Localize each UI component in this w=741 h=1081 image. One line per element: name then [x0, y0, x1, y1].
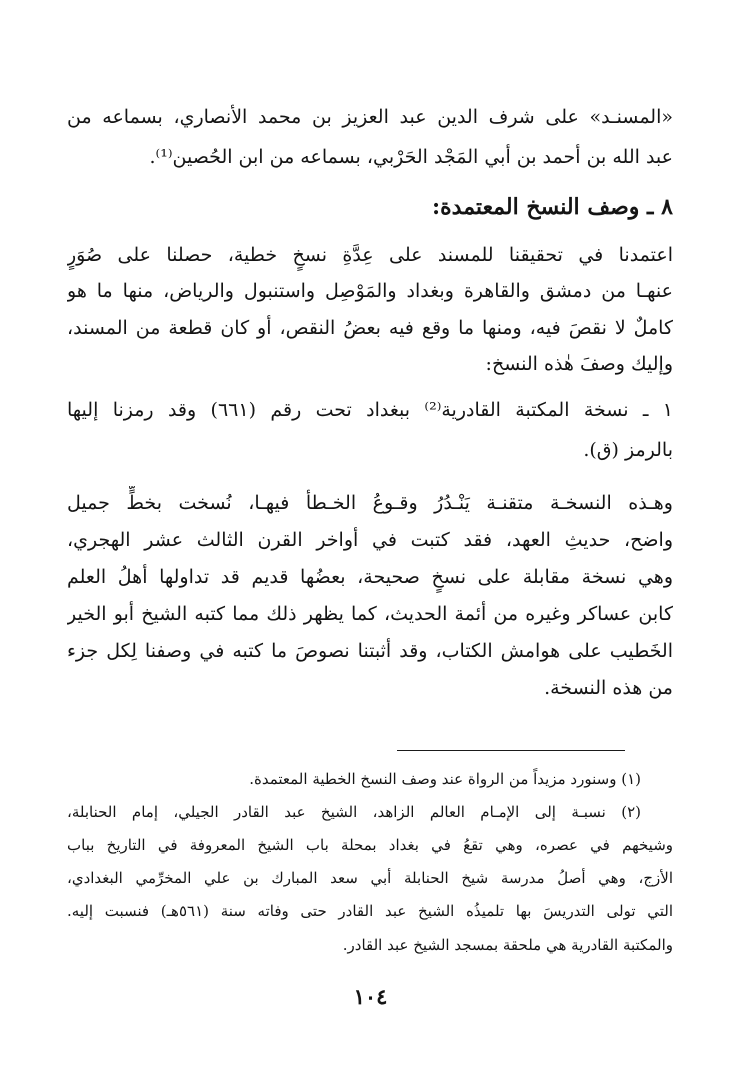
paragraph-description-line-4: كابن عساكر وغيره من أئمة الحديث، كما يظهر ذلك مما كتبه الشيخ أبو الخير	[67, 603, 673, 625]
footnote-2-line-5: والمكتبة القادرية هي ملحقة بمسجد الشيخ عبد القادر.	[342, 936, 673, 954]
footnote-separator	[397, 750, 625, 751]
paragraph-intro-line-2: عنهـا من دمشق والقاهرة وبغداد والمَوْصِل واستنبول والرياض، منها ما هو	[67, 280, 673, 302]
paragraph-continued-line-2: عبد الله بن أحمد بن أبي المَجْد الحَرْبي، بسماعه من ابن الحُصين⁽¹⁾.	[149, 146, 673, 168]
manuscript-1-line-1: ١ ـ نسخة المكتبة القادرية⁽²⁾ ببغداد تحت رقم (٦٦١) وقد رمزنا إليها	[67, 399, 673, 421]
footnote-2-line-3: الأزج، وهي أصلُ مدرسة شيخ الحنابلة أبي سعد المبارك بن علي المخرِّمي البغدادي،	[67, 869, 673, 887]
paragraph-intro-line-3: كاملٌ لا نقصَ فيه، ومنها ما وقع فيه بعضُ النقص، أو كان قطعة من المسند،	[67, 317, 673, 339]
section-heading: ٨ ـ وصف النسخ المعتمدة:	[432, 194, 673, 220]
footnote-2-line-2: وشيخهم في عصره، وهي تقعُ في بغداد بمحلة باب الشيخ المعروفة في التاريخ بباب	[67, 836, 673, 854]
paragraph-description-line-1: وهـذه النسخـة متقنـة يَنْـدُرُ وقـوعُ الخـطأ فيهـا، نُسخت بخطٍّ جميل	[67, 492, 673, 514]
paragraph-description-line-3: وهي نسخة مقابلة على نسخٍ صحيحة، بعضُها قديم قد تداولها أهلُ العلم	[67, 566, 673, 588]
manuscript-1-line-2: بالرمز (ق).	[583, 439, 673, 461]
paragraph-intro-line-4: وإليك وصفَ هٰذه النسخ:	[485, 353, 673, 375]
page-number: ١٠٤	[353, 984, 388, 1009]
footnote-2-line-4: التي تولى التدريسَ بها تلميذُه الشيخ عبد القادر حتى وفاته سنة (٥٦١هـ) فنسبت إليه.	[67, 902, 673, 920]
paragraph-intro-line-1: اعتمدنا في تحقيقنا للمسند على عِدَّةِ نسخٍ خطية، حصلنا على صُوَرٍ	[67, 244, 673, 266]
footnote-2-line-1: (٢) نسبـة إلى الإمـام العالم الزاهد، الشيخ عبد القادر الجيلي، إمام الحنابلة،	[67, 803, 641, 821]
paragraph-description-line-6: من هذه النسخة.	[544, 677, 673, 699]
footnote-1: (١) وسنورد مزيداً من الرواة عند وصف النسخ الخطية المعتمدة.	[249, 770, 641, 788]
paragraph-description-line-2: واضح، حديثِ العهد، فقد كتبت في أواخر القرن الثالث عشر الهجري،	[67, 529, 673, 551]
paragraph-description-line-5: الخَطيب على هوامش الكتاب، وقد أثبتنا نصوصَ ما كتبه في وصفنا لِكل جزء	[67, 640, 673, 662]
paragraph-continued-line-1: «المسنـد» على شرف الدين عبد العزيز بن محمد الأنصاري، بسماعه من	[67, 106, 673, 128]
